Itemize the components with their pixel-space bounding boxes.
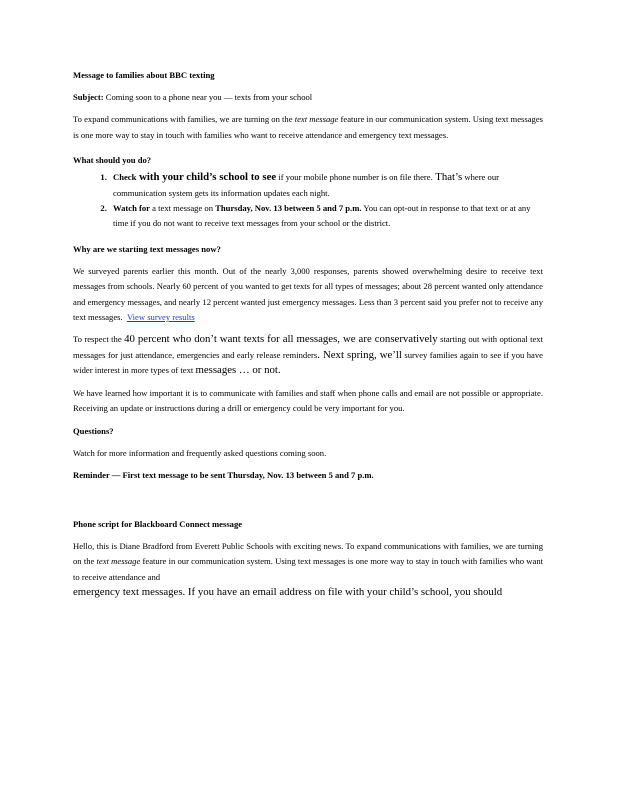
learned-paragraph: We have learned how important it is to communicate with families and staff when phone calls and email are not possible or appropriate. Receiving an update or instructions during a drill or emergency could be very important for you. [73,387,543,414]
why-paragraph [73,264,543,326]
phone-script-heading: Phone script for Blackboard Connect message [73,518,243,529]
step-1-tail: where our communication system gets its information updates each night. [113,172,499,198]
step-2-date: Thursday, Nov. 13 between 5 and 7 p.m. [215,203,362,214]
respect-big3: messages … or not. [195,364,281,377]
what-heading: What should you do? [73,155,152,166]
intro-text-a: To expand communications with families, we are turning on the [73,114,295,125]
respect-paragraph [73,332,543,378]
respect-b: starting out with optional text messages for just attendance, emergencies and early release reminders [73,334,543,360]
survey-results-link[interactable]: View survey results [126,312,195,323]
phone-b: feature in our communication system. Using text messages is one more way to stay in touch with families who want to receive attendance and [73,556,544,582]
steps-list [73,170,543,232]
step-2-a: a text message on [150,203,216,214]
step-1-big2: That’s [432,171,463,184]
step-2-bold: Watch for [113,203,150,214]
step-2 [109,201,543,232]
respect-a: To respect the [73,334,125,345]
document-page [73,68,543,600]
respect-c: survey families again to see if you have wider interest in more types of text [73,349,543,376]
step-1-bold: Check [113,172,137,183]
step-1-big: with your child’s school to see [136,171,277,184]
document-title: Message to families about BBC texting [73,70,215,80]
why-text: We surveyed parents earlier this month. Out of the nearly 3,000 responses, parents showed overwhelming desire to receive text messages from schools. Nearly 60 percent of you wanted to get texts for all types of messages; about 28 percent wanted only attendance and emergency messages, and nearly 12 percent wanted just emergency messages. Less than 3 percent said you prefer not to receive any text messages. [73,265,543,323]
respect-big2: . Next spring, we’ll [317,348,402,361]
step-2-rest: You can opt-out in response to that text or at any time if you do not want to receive text messages from your school or the district. [113,203,531,229]
subject-line [73,90,543,105]
phone-term: text message [96,556,141,567]
phone-script-last-line: emergency text messages. If you have an email address on file with your child’s school, you should [73,586,503,599]
subject-text: Coming soon to a phone near you — texts from your school [105,92,313,102]
intro-text-b: feature in our communication system. Using text messages is one more way to stay in touch with families who want to receive attendance and emergency text messages. [73,114,543,140]
subject-label: Subject: [73,92,104,102]
reminder-line: Reminder — First text message to be sent Thursday, Nov. 13 between 5 and 7 p.m. [73,469,374,480]
step-1-rest: if your mobile phone number is on file there. [276,172,433,183]
step-1 [109,170,543,201]
questions-heading: Questions? [73,425,114,436]
intro-paragraph [73,112,543,143]
intro-term: text message [294,114,339,125]
phone-script-paragraph [73,539,543,585]
respect-big: 40 percent who don’t want texts for all messages, we are conservatively [124,333,438,346]
why-heading: Why are we starting text messages now? [73,243,221,254]
phone-a: Hello, this is Diane Bradford from Everett Public Schools with exciting news. To expand communications with families, we are turning on the [73,540,543,567]
questions-paragraph: Watch for more information and frequently asked questions coming soon. [73,447,327,458]
